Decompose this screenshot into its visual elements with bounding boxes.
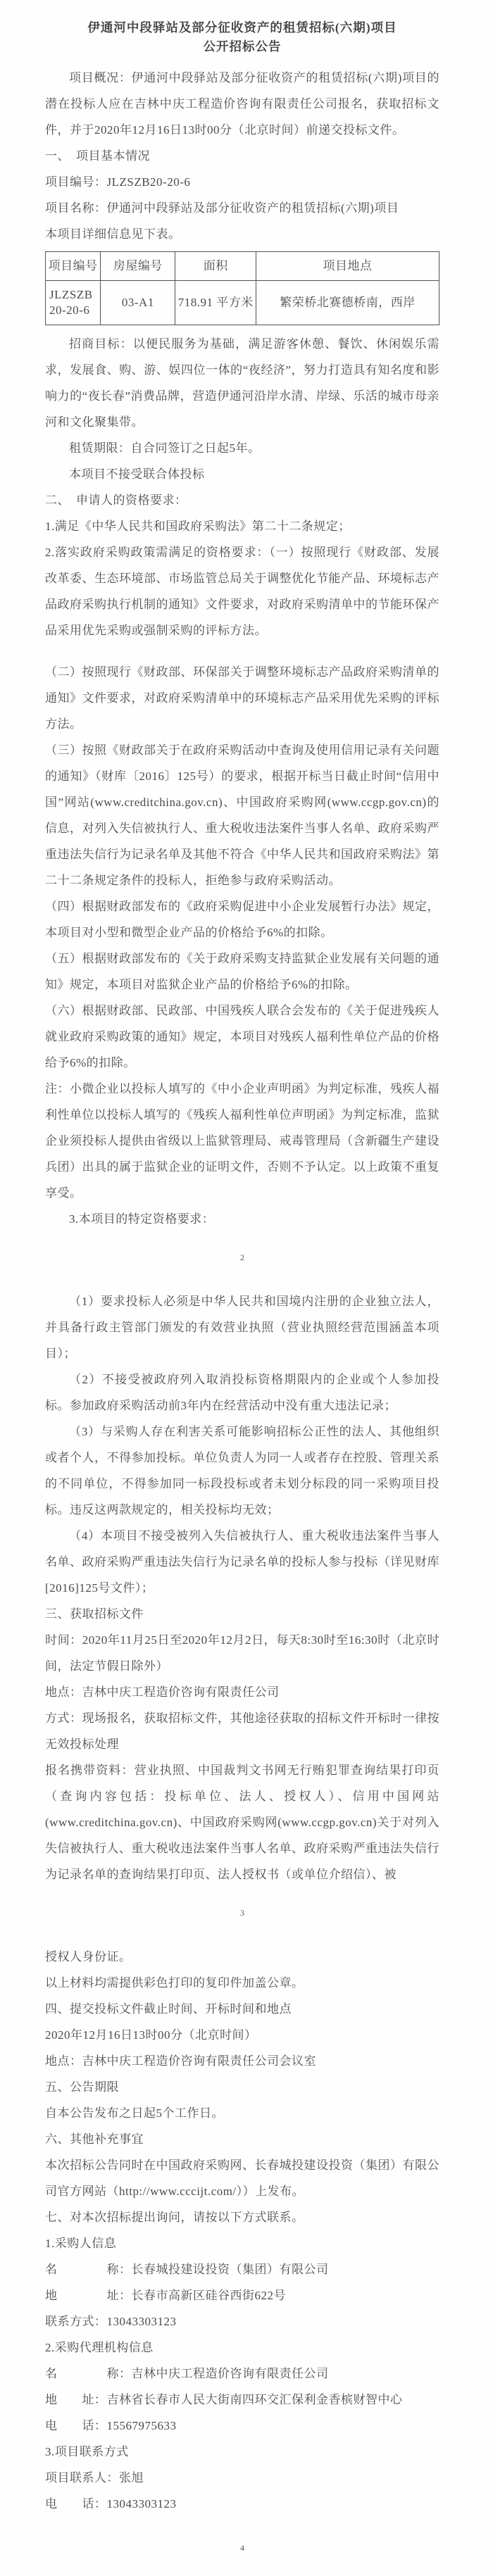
document-title-line-2: 公开招标公告 bbox=[203, 39, 282, 54]
qualification-1: 1.满足《中华人民共和国政府采购法》第二十二条规定； bbox=[45, 520, 351, 533]
section-2-heading: 二、 申请人的资格要求： bbox=[45, 494, 187, 507]
project-name: 项目名称：伊通河中段驿站及部分征收资产的租赁招标(六期)项目 bbox=[45, 201, 399, 215]
document-title bbox=[45, 18, 439, 56]
project-contact-phone: 电 话：13043303123 bbox=[45, 2497, 177, 2511]
deadline-time: 2020年12月16日13时00分（北京时间） bbox=[45, 2028, 257, 2042]
project-contact-heading: 3.项目联系方式 bbox=[45, 2445, 129, 2458]
page-number: 4 bbox=[240, 2543, 244, 2553]
table-header-cell: 项目编号 bbox=[46, 252, 101, 281]
section-3-heading: 三、获取招标文件 bbox=[45, 1607, 144, 1621]
document-sections bbox=[45, 65, 439, 2553]
qualification-2-item-6: （六）根据财政部、民政部、中国残疾人联合会发布的《关于促进残疾人就业政府采购政策的通知》规定，本项目对残疾人福利性单位产品的价格给予6%的扣除。 bbox=[45, 1004, 439, 1069]
section-5-heading: 五、公告期限 bbox=[45, 2080, 119, 2094]
project-number: 项目编号：JLZSZB20-20-6 bbox=[45, 175, 191, 189]
section-6-heading: 六、其他补充事宜 bbox=[45, 2132, 144, 2146]
table-header-cell: 项目地点 bbox=[256, 252, 439, 281]
investment-target: 招商目标：以便民服务为基础，满足游客休憩、餐饮、休闲娱乐需求，发展食、购、游、娱四位一体的“夜经济”，努力打造具有知名度和影响力的“夜长春”消费品牌，营造伊通河沿岸水清、岸绿、乐活的城市母亲河和文化聚集带。 bbox=[45, 337, 439, 429]
project-overview: 项目概况：伊通河中段驿站及部分征收资产的租赁招标(六期)项目的潜在投标人应在吉林中庆工程造价咨询有限责任公司报名，获取招标文件，并于2020年12月16日13时00分（北京时间）前递交投标文件。 bbox=[45, 71, 439, 137]
specific-qualification-4: （4）本项目不接受被列入失信被执行人、重大税收违法案件当事人名单、政府采购严重违法失信行为记录名单的投标人参与投标（详见财库[2016]125号文件）； bbox=[45, 1529, 439, 1595]
registration-materials: 报名携带资料：营业执照、中国裁判文书网无行贿犯罪查询结果打印页（查询内容包括：投标单位、法人、授权人）、信用中国网站(www.creditchina.gov.cn)、中国政府采购网(www.ccgp.gov.cn)关于对列入失信被执行人、重大税收违法案件当事人名单、政府采购严重违法失信行为记录名单的查询结果打印页、法人授权书（或单位介绍信）、被 bbox=[45, 1764, 439, 1881]
section-1-heading: 一、 项目基本情况 bbox=[45, 149, 150, 163]
lease-term: 租赁期限：自合同签订之日起5年。 bbox=[69, 441, 261, 455]
section-4-heading: 四、提交投标文件截止时间、开标时间和地点 bbox=[45, 2002, 292, 2016]
table-cell: JLZSZB20-20-6 bbox=[46, 281, 101, 325]
purchaser-info-heading: 1.采购人信息 bbox=[45, 2237, 117, 2250]
qualification-2-item-1: 2.落实政府采购政策需满足的资格要求：（一）按照现行《财政部、发展改革委、生态环境部、市场监管总局关于调整优化节能产品、环境标志产品政府采购执行机制的通知》文件要求，对政府采购清单中的节能环保产品采用优先采购或强制采购的评标方法。 bbox=[45, 546, 439, 637]
table-cell: 03-A1 bbox=[101, 281, 175, 325]
table-row bbox=[46, 281, 439, 325]
document-place: 地点：吉林中庆工程造价咨询有限责任公司 bbox=[45, 1685, 280, 1699]
agency-phone: 电 话：15567975633 bbox=[45, 2419, 177, 2432]
specific-qualification-3: （3）与采购人存在利害关系可能影响招标公正性的法人、其他组织或者个人，不得参加投标。单位负责人为同一人或者存在控股、管理关系的不同单位，不得参加同一标段投标或者未划分标段的同一采购项目投标。违反这两款规定的，相关投标均无效； bbox=[45, 1425, 439, 1516]
table-header-cell: 房屋编号 bbox=[101, 252, 175, 281]
qualification-2-item-4: （四）根据财政部发布的《政府采购促进中小企业发展暂行办法》规定，本项目对小型和微型企业产品的价格给予6%的扣除。 bbox=[45, 900, 439, 939]
page-number: 3 bbox=[240, 1908, 244, 1918]
agency-info-heading: 2.采购代理机构信息 bbox=[45, 2341, 154, 2354]
project-contact-person: 项目联系人：张旭 bbox=[45, 2471, 144, 2484]
specific-qualification-2: （2）不接受被政府列入取消投标资格期限内的企业或个人参加投标。参加政府采购活动前3年内在经营活动中没有重大违法记录； bbox=[45, 1373, 439, 1412]
qualification-note: 注：小微企业以投标人填写的《中小企业声明函》为判定标准，残疾人福利性单位以投标人填写的《残疾人福利性单位声明函》为判定标准，监狱企业须投标人提供由省级以上监狱管理局、戒毒管理局（含新疆生产建设兵团）出具的属于监狱企业的证明文件，否则不予认定。以上政策不重复享受。 bbox=[45, 1082, 439, 1200]
document-time: 时间：2020年11月25日至2020年12月2日，每天8:30时至16:30时（北京时间，法定节假日除外） bbox=[45, 1633, 439, 1673]
table-cell: 繁荣桥北赛德桥南，西岸 bbox=[256, 281, 439, 325]
opening-place: 地点：吉林中庆工程造价咨询有限责任公司会议室 bbox=[45, 2054, 316, 2068]
spacer bbox=[45, 643, 439, 659]
specific-qualification-1: （1）要求投标人必须是中华人民共和国境内注册的企业独立法人，并具备行政主管部门颁发的有效营业执照（营业执照经营范围涵盖本项目）； bbox=[45, 1295, 439, 1360]
announcement-period: 自本公告发布之日起5个工作日。 bbox=[45, 2106, 224, 2120]
section-7-heading: 七、对本次招标提出询问，请按以下方式联系。 bbox=[45, 2211, 304, 2224]
table-intro: 本项目详细信息见下表。 bbox=[45, 227, 181, 241]
specific-qualification-heading: 3.本项目的特定资格要求： bbox=[69, 1212, 215, 1226]
table-header-cell: 面积 bbox=[175, 252, 256, 281]
purchaser-address: 地 址：长春市高新区硅谷西街622号 bbox=[45, 2289, 286, 2302]
qualification-2-item-2: （二）按照现行《财政部、环保部关于调整环境标志产品政府采购清单的通知》文件要求，对政府采购清单中的环境标志产品采用优先采购的评标方法。 bbox=[45, 665, 439, 731]
qualification-2-item-3: （三）按照《财政部关于在政府采购活动中查询及使用信用记录有关问题的通知》（财库〔2016〕125号）的要求，根据开标当日截止时间“信用中国”网站(www.creditchina.gov.cn)、中国政府采购网(www.ccgp.gov.cn)的信息，对列入失信被执行人、重大税收违法案件当事人名单、政府采购严重违法失信行为记录名单及其他不符合《中华人民共和国政府采购法》第二十二条规定条件的投标人，拒绝参与政府采购活动。 bbox=[45, 743, 439, 887]
purchaser-name: 名 称：长春城投建设投资（集团）有限公司 bbox=[45, 2263, 329, 2276]
project-info-table bbox=[45, 251, 439, 325]
agency-name: 名 称：吉林中庆工程造价咨询有限责任公司 bbox=[45, 2367, 329, 2380]
materials-note: 以上材料均需提供彩色打印的复印件加盖公章。 bbox=[45, 1976, 304, 1990]
no-consortium-note: 本项目不接受联合体投标 bbox=[69, 467, 205, 481]
table-cell: 718.91 平方米 bbox=[175, 281, 256, 325]
qualification-2-item-5: （五）根据财政部发布的《关于政府采购支持监狱企业发展有关问题的通知》规定，本项目对监狱企业产品的价格给予6%的扣除。 bbox=[45, 952, 439, 991]
agency-address: 地 址：吉林省长春市人民大街南四环交汇保利金香槟财智中心 bbox=[45, 2393, 403, 2406]
page-number: 2 bbox=[240, 1252, 244, 1262]
registration-materials-cont: 授权人身份证。 bbox=[45, 1950, 132, 1964]
document-title-line-1: 伊通河中段驿站及部分征收资产的租赁招标(六期)项目 bbox=[87, 20, 397, 34]
table-header-row bbox=[46, 252, 439, 281]
publication-note: 本次招标公告同时在中国政府采购网、长春城投建设投资（集团）有限公司官方网站（http://www.cccijt.com/））上发布。 bbox=[45, 2159, 439, 2198]
purchaser-contact: 联系方式：13043303123 bbox=[45, 2315, 177, 2328]
document-method: 方式：现场报名，获取招标文件，其他途径获取的招标文件开标时一律按无效投标处理 bbox=[45, 1711, 439, 1751]
